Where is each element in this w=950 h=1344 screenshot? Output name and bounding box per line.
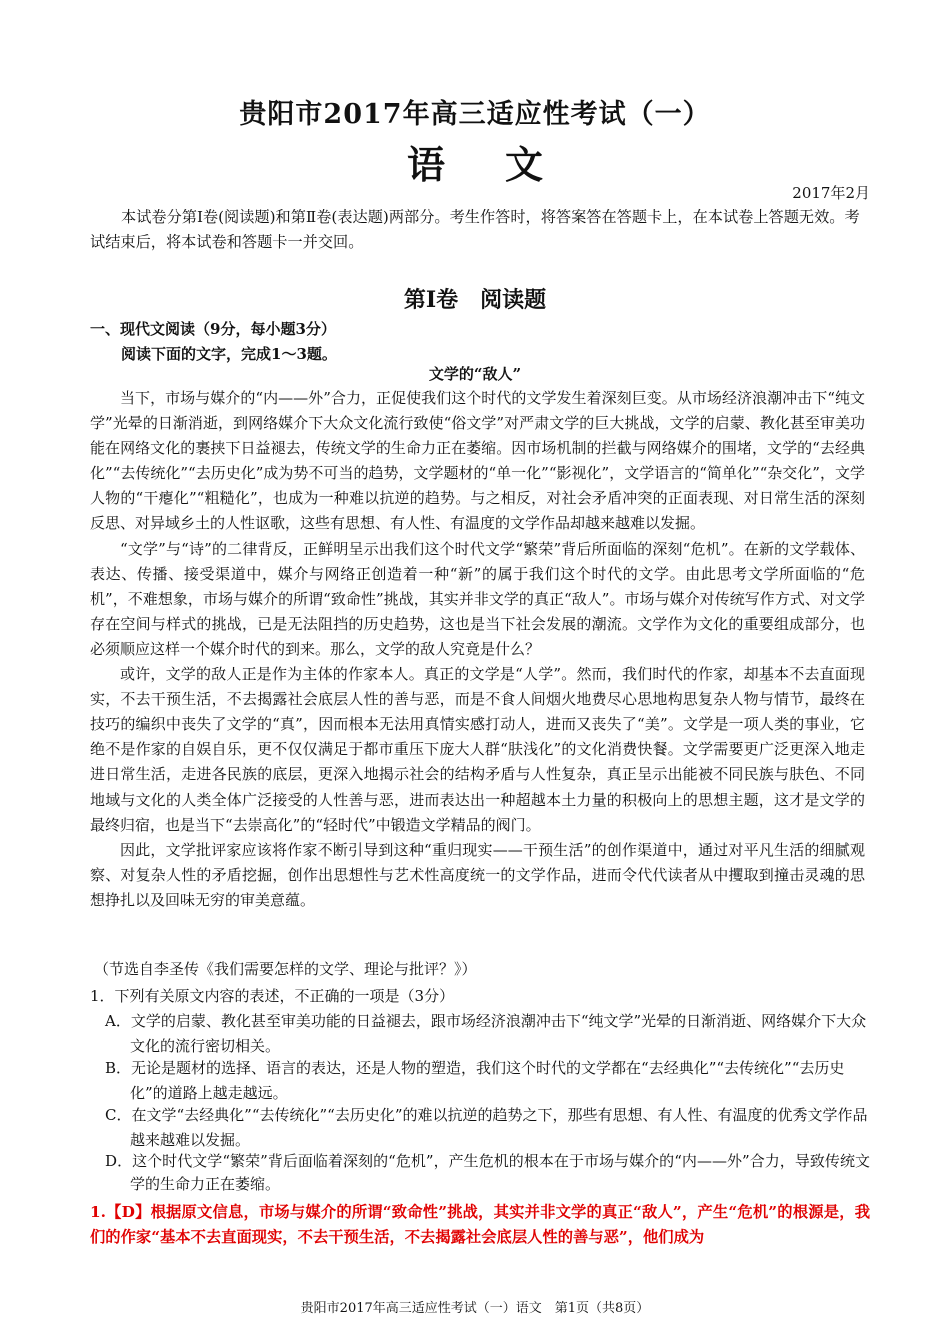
answer-explanation [90,1152,870,1264]
option-c: C．在文学“去经典化”“去传统化”“去历史化”的难以抗逆的趋势之下，那些有思想、有人性、有温度的优秀文学作品越来越难以发掘。 [105,1106,868,1149]
page-footer: 贵阳市2017年高三适应性考试（一）语文 第1页（共8页） [300,1301,650,1316]
article-paragraph: 因此，文学批评家应该将作家不断引导到这种“重归现实——干预生活”的创作渠道中，通过对平凡生活的细腻观察、对复杂人性的矛盾挖掘，创作出思想性与艺术性高度统一的文学作品，进而令代代读者从中攫取到撞击灵魂的思想挣扎以及回味无穷的审美意蕴。 [90,840,865,909]
option-d: D．这个时代文学“繁荣”背后面临着深刻的“危机”，产生危机的根本在于市场与媒介的“内——外”合力，导致传统文学的生命力正在萎缩。 [105,1152,870,1193]
article-paragraph: 或许，文学的敌人正是作为主体的作家本人。真正的文学是“人学”。然而，我们时代的作家，却基本不去直面现实，不去干预生活，不去揭露社会底层人性的善与恶，而是不食人间烟火地费尽心思地构思复杂人物与情节，最终在技巧的编织中丧失了文学的“真”，因而根本无法用真情实感打动人，进而又丧失了“美”。文学是一项人类的事业，它绝不是作家的自娱自乐，更不仅仅满足于都市重压下庞大人群“肤浅化”的文化消费快餐。文学需要更广泛更深入地走进日常生活，走进各民族的底层，更深入地揭示社会的结构矛盾与人性复杂，真正呈示出能被不同民族与肤色、不同地域与文化的人类全体广泛接受的人性善与恶，进而表达出一种超越本土力量的积极向上的思想主题，这才是文学的最终归宿，也是当下“去崇高化”的“轻时代”中锻造文学精品的阀门。 [90,665,865,834]
volume-title: 第Ⅰ卷 阅读题 [403,287,547,313]
answer-text: 1.【D】根据原文信息，市场与媒介的所谓“致命性”挑战，其实并非文学的真正“敌人”，产生“危机”的根源是，我们的作家“基本不去直面现实，不去干预生活，不去揭露社会底层人性的善与恶”，他们成为 [90,1203,870,1246]
article-source: （节选自李圣传《我们需要怎样的文学、理论与批评？》） [94,960,477,978]
option-b: B．无论是题材的选择、语言的表达，还是人物的塑造，我们这个时代的文学都在“去经典化”“去传统化”“去历史化”的道路上越走越远。 [105,1059,845,1102]
section-instruction: 阅读下面的文字，完成1～3题。 [121,345,337,363]
article-body [90,386,865,913]
exam-instructions: 本试卷分第Ⅰ卷(阅读题)和第Ⅱ卷(表达题)两部分。考生作答时，将答案答在答题卡上，在本试卷上答题无效。考试结束后，将本试卷和答题卡一并交回。 [90,208,860,251]
article-title: 文学的“敌人” [428,365,522,383]
exam-date: 2017年2月 [792,184,870,202]
question-stem: 1．下列有关原文内容的表述，不正确的一项是（3分） [90,987,455,1005]
exam-title: 贵阳市2017年高三适应性考试（一） [239,99,711,130]
section-heading: 一、现代文阅读（9分，每小题3分） [90,320,336,338]
article-paragraph: 当下，市场与媒介的“内——外”合力，正促使我们这个时代的文学发生着深刻巨变。从市场经济浪潮冲击下“纯文学”光晕的日渐消逝，到网络媒介下大众文化流行致使“俗文学”对严肃文学的巨大挑战，文学的启蒙、教化甚至审美功能在网络文化的裹挟下日益褪去，传统文学的生命力正在萎缩。因市场机制的拦截与网络媒介的围堵，文学的“去经典化”“去传统化”“去历史化”成为势不可当的趋势，文学题材的“单一化”“影视化”，文学语言的“简单化”“杂交化”，文学人物的“干瘪化”“粗糙化”，也成为一种难以抗逆的趋势。与之相反，对社会矛盾冲突的正面表现、对日常生活的深刻反思、对异域乡土的人性讴歌，这些有思想、有人性、有温度的文学作品却越来越难以发掘。 [90,389,865,533]
article-paragraph: “文学”与“诗”的二律背反，正鲜明呈示出我们这个时代文学“繁荣”背后所面临的深刻“危机”。在新的文学载体、表达、传播、接受渠道中，媒介与网络正创造着一种“新”的属于我们这个时代的文学。由此思考文学所面临的“危机”，不难想象，市场与媒介的所谓“致命性”挑战，其实并非文学的真正“敌人”。市场与媒介对传统写作方式、对文学存在空间与样式的挑战，已是无法阻挡的历史趋势，这也是当下社会发展的潮流。文学作为文化的重要组成部分，也必须顺应这样一个媒介时代的到来。那么，文学的敌人究竟是什么？ [90,539,865,658]
subject-title: 语文 [406,142,603,187]
option-a: A．文学的启蒙、教化甚至审美功能的日益褪去，跟市场经济浪潮冲击下“纯文学”光晕的日渐消逝、网络媒介下大众文化的流行密切相关。 [105,1012,867,1055]
